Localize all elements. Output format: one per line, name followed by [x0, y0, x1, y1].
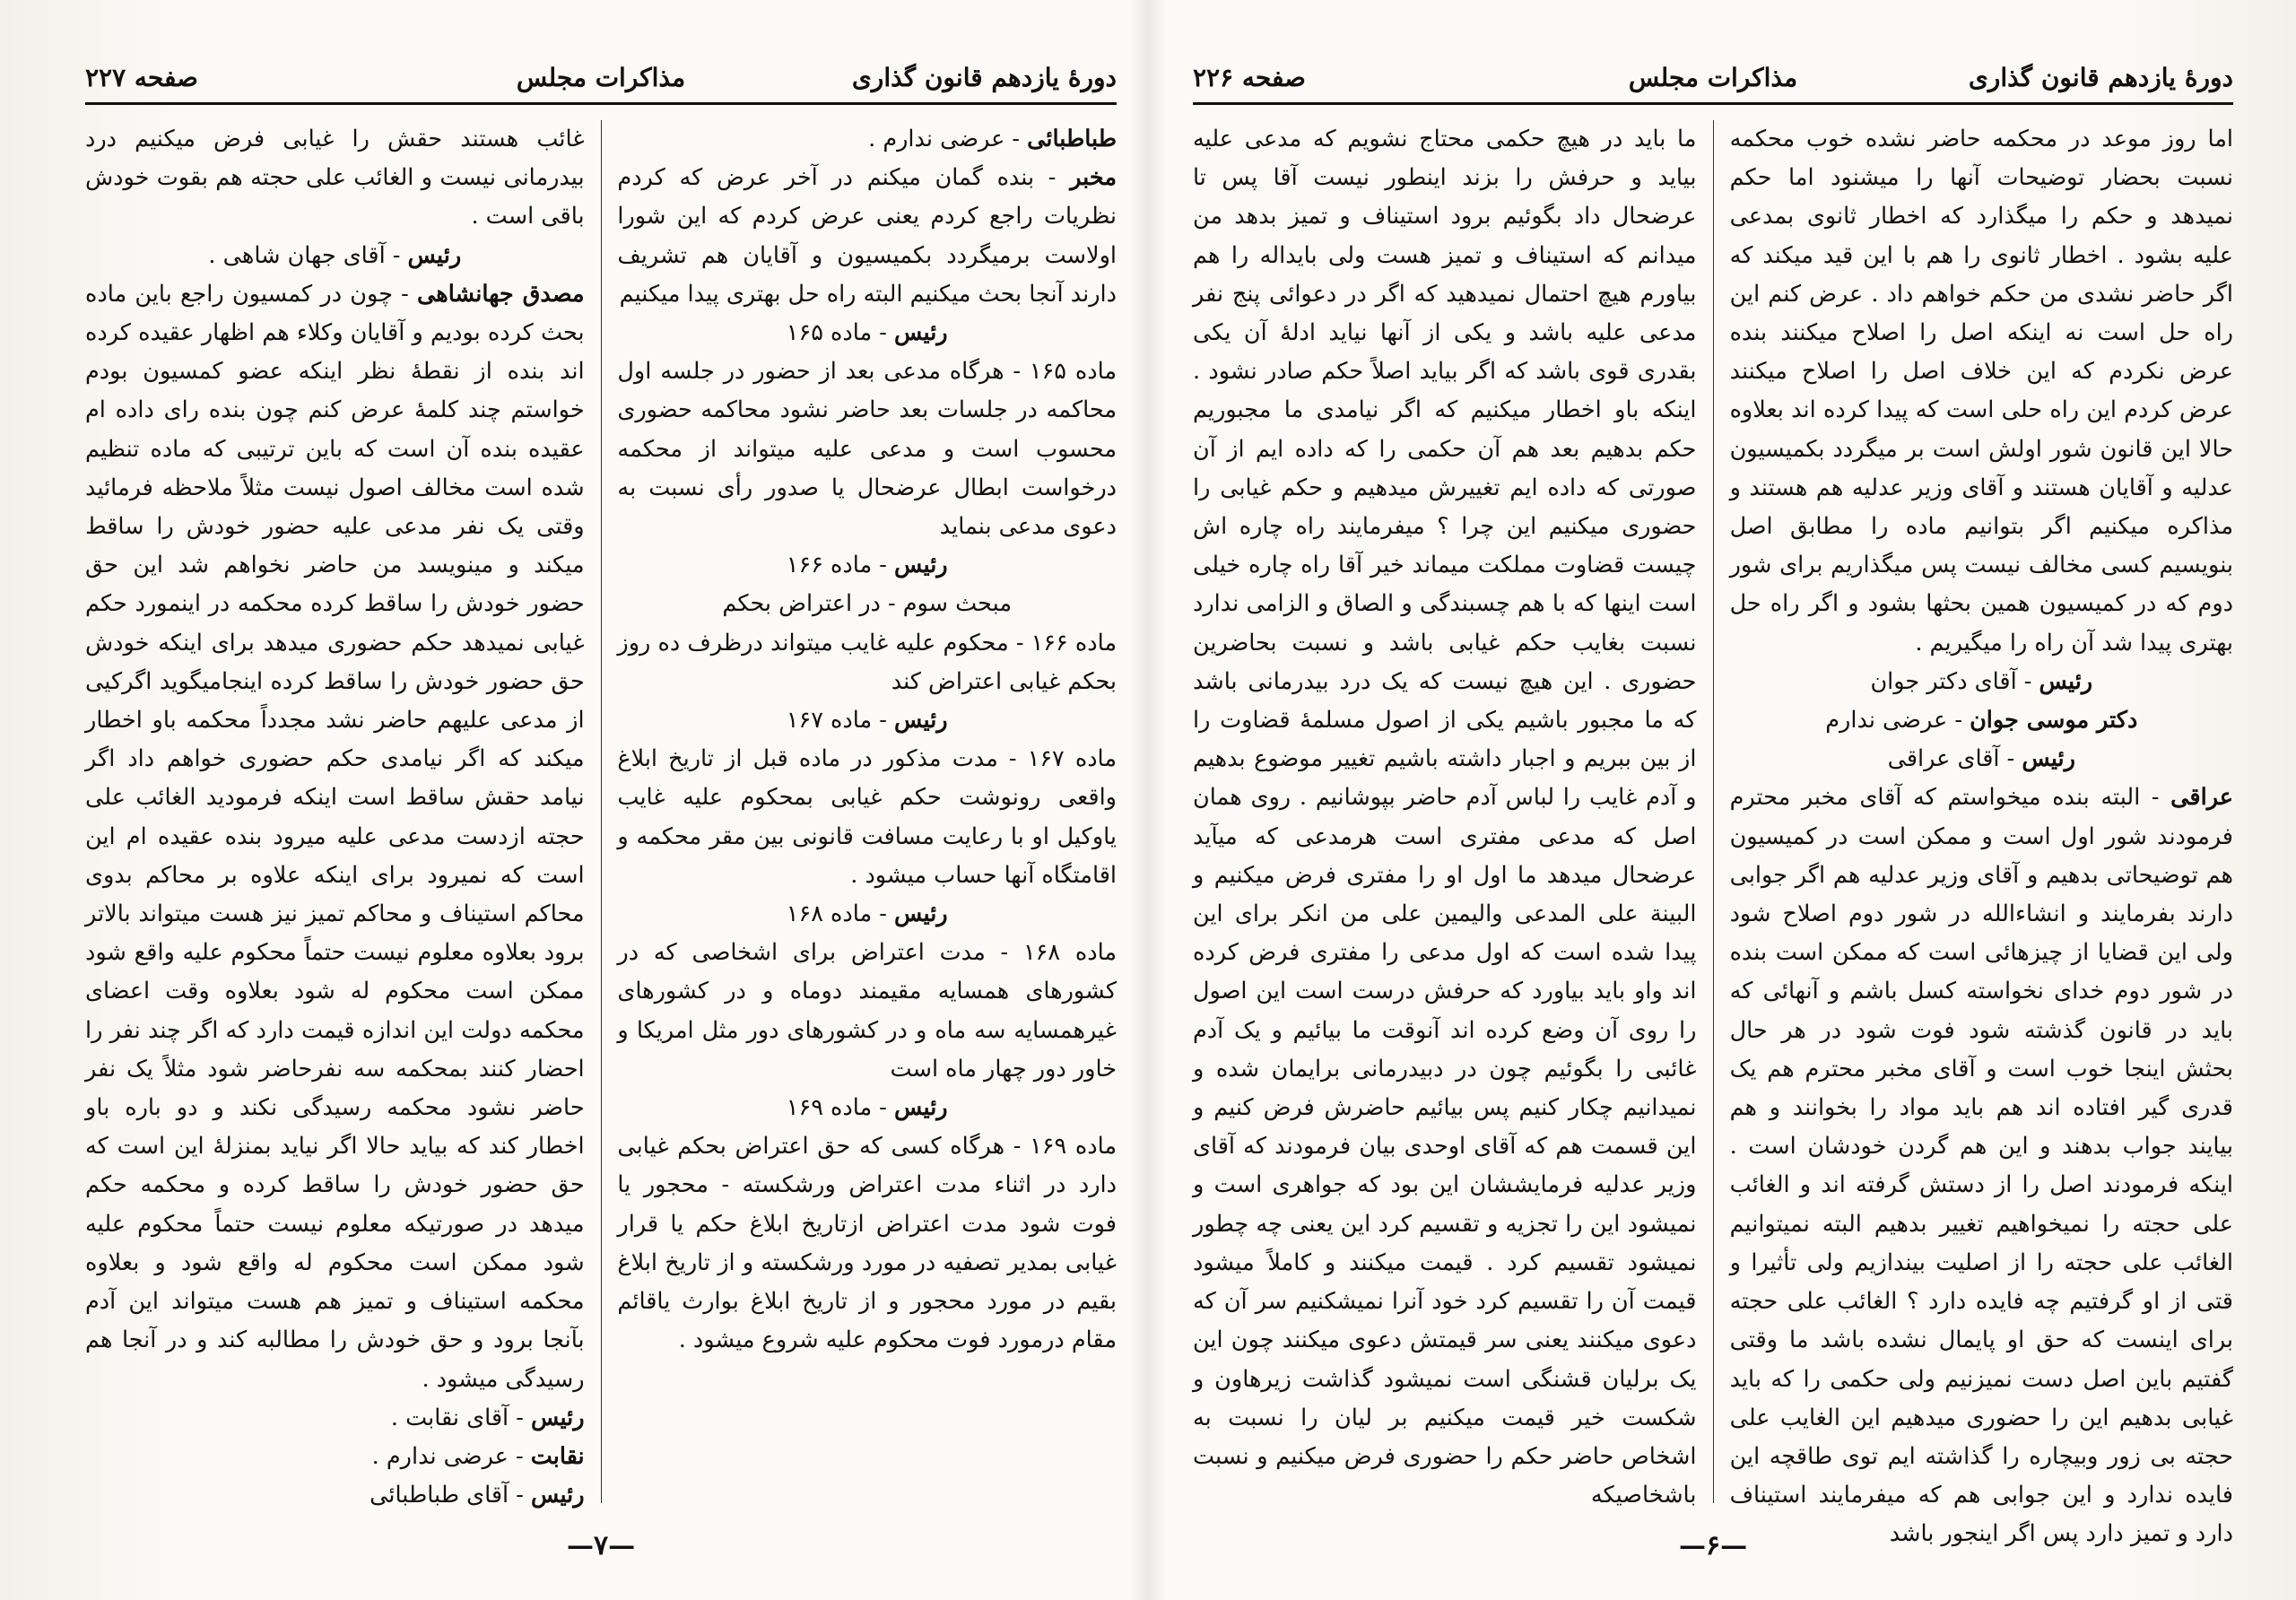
paragraph-text: ماده ۱۶۵ - هرگاه مدعی بعد از حضور در جلسه اول محاکمه در جلسات بعد حاضر نشود محاکمه حضوری محسوب است و مدعی علیه میتواند از محکمه درخواست ابطال عرضحال یا صدور رأی نسبت به دعوی مدعی بنماید	[617, 358, 1117, 541]
session-label: دورهٔ یازدهم قانون گذاری	[851, 63, 1117, 92]
speaker-name: رئیس	[2039, 667, 2093, 695]
text-paragraph	[617, 352, 1117, 546]
speaker-paragraph	[617, 314, 1117, 352]
paragraph-text: - عرضی ندارم .	[371, 1442, 524, 1470]
speaker-paragraph	[1730, 663, 2233, 701]
speaker-name: مصدق جهانشاهی	[417, 280, 585, 308]
speaker-paragraph	[85, 237, 585, 275]
paragraph-text: - ماده ۱۶۸	[786, 900, 887, 928]
text-paragraph	[617, 1127, 1117, 1360]
paragraph-text: ماده ۱۶۸ - مدت اعتراض برای اشخاصی که در کشورهای همسایه مقیمند دوماه و در کشورهای غیرهمسایه سه ماه و در کشورهای دور مثل امریکا و خاور دور چهار ماه است	[617, 939, 1117, 1083]
paragraph-text: ما باید در هیچ حکمی محتاج نشویم که مدعی علیه بیاید و حرفش را بزند اینطور نیست آقا پس تا عرضحال داد بگوئیم برود استیناف و تمیز بدهد من میدانم که استیناف و تمیز هست ولی بایداله را هم بیاورم هیچ احتمال نمیدهید که اگر در دعوائی پنج نفر مدعی علیه باشد و یکی از آنها نیاید ادلهٔ آن یکی بقدری قوی باشد که اگر بیاید اصلاً حکم صادر نشود . اینکه باو اخطار میکنیم که اگر نیامدی ما مجبوریم حکم بدهیم بعد هم آن حکمی را که داده ایم از آن صورتی که داده ایم تغییرش میدهیم و حکم غیابی را حضوری میکنیم این چرا ؟ میفرمایند راه چاره اش چیست قضاوت مملکت میماند خیر آقا راه چاره خیلی است اینها که با هم چسبندگی و الصاق و الزامی ندارد نسبت بغایب حکم غیابی باشد و نسبت بحاضرین حضوری . این هیچ نیست که یک درد بیدرمانی باشد که ما مجبور باشیم یکی از اصول مسلمهٔ قضاوت را از بین ببریم و اجبار داشته باشیم تغییر موضوع بدهیم و آدم غایب را لباس آدم حاضر بپوشانیم . روی همان اصل که مدعی مفتری است هرمدعی که میآید عرضحال میدهد ما اول او را مفتری فرض میکنیم و البینة علی المدعی والیمین علی من انکر برای این پیدا شده است که اول مدعی را مفتری فرض کرده اند واو باید بیاورد که حرفش درست است این اصول را روی آن وضع کرده اند آنوقت ما بیائیم و یک آدم غائبی را بگوئیم چون در دبیدرمانی برایمان شده و نمیدانیم چکار کنیم پس بیائیم حاضرش فرض کنیم و این قسمت هم که آقای اوحدی بیان فرمودند که آقای وزیر عدلیه فرمایششان این بود که جواهری است و نمیشود این را تجزیه و تقسیم کرد این یعنی چه چطور نمیشود تقسیم کرد . قیمت میکنند و کاملاً میشود قیمت آن را تقسیم کرد خود آنرا نمیشکنیم سر آن که دعوی میکنند یعنی سر قیمتش دعوی میکنند چون این یک برلیان قشنگی است نمیشود گذاشت زیرهاون و شکست خیر قیمت میکنیم بر لیان را نسبت به اشخاص حاضر حکم را حضوری فرض میکنیم و نسبت باشخاصیکه	[1193, 126, 1697, 1509]
text-columns	[1193, 120, 2233, 1548]
column-divider	[601, 120, 602, 1503]
speaker-paragraph	[617, 895, 1117, 934]
page-226	[1193, 50, 2233, 1566]
paragraph-text: ماده ۱۶۹ - هرگاه کسی که حق اعتراض بحکم غیابی دارد در اثناء مدت اعتراض ورشکسته - محجور یا فوت شود مدت اعتراض ازتاریخ ابلاغ حکم یا قرار غیابی بمدیر تصفیه در مورد ورشکسته و از تاریخ ابلاغ بقیم در مورد محجور و از تاریخ ابلاغ بوارث یاقائم مقام درمورد فوت محکوم علیه شروع میشود .	[617, 1133, 1117, 1354]
paragraph-text: - ماده ۱۶۹	[786, 1094, 887, 1122]
header-title: مذاکرات مجلس	[516, 63, 686, 92]
paragraph-text: - آقای نقابت .	[390, 1404, 524, 1431]
column-right	[1729, 120, 2233, 1548]
paragraph-text: - آقای طباطبائی	[370, 1482, 524, 1509]
speaker-paragraph	[85, 275, 585, 1399]
speaker-name: نقابت	[530, 1442, 585, 1470]
speaker-paragraph	[617, 546, 1117, 585]
speaker-paragraph	[85, 1476, 585, 1515]
speaker-name: رئیس	[530, 1404, 585, 1431]
page-227	[85, 50, 1117, 1566]
speaker-name: مخبر	[1070, 164, 1117, 192]
text-paragraph	[617, 585, 1117, 623]
speaker-paragraph	[85, 1438, 585, 1476]
speaker-name: رئیس	[893, 319, 948, 347]
paragraph-text: - آقای دکتر جوان	[1870, 667, 2032, 695]
paragraph-text: - بنده گمان میکنم در آخر عرض که کردم نظریات راجع کردم یعنی عرض کردم که این شورا اولاست برمیگردد بکمیسیون و آقایان هم تشریف دارند آنجا بحث میکنیم البته راه حل بهتری پیدا میکنیم	[617, 164, 1117, 308]
speaker-paragraph	[1730, 701, 2233, 740]
page-header	[85, 50, 1117, 105]
paragraph-text: - چون در کمسیون راجع باین ماده بحث کرده بودیم و آقایان وکلاء هم اظهار عقیده کرده اند بنده از نقطهٔ نظر اینکه عضو کمسیون بودم خواستم چند کلمهٔ عرض کنم چون بنده رای داده ام عقیده بنده آن است که باین ترتیبی که ماده تنظیم شده است مخالف اصول نیست مثلاً ملاحظه فرمائید وقتی یک نفر مدعی علیه حضور خودش را ساقط میکند و مینویسد من حاضر نخواهم شد این حق حضور خودش را ساقط کرده محکمه در اینمورد حکم غیابی نمیدهد حکم حضوری میدهد برای اینکه خودش حق حضور خودش را ساقط کرده اینجامیگوید اگرکیی از مدعی علیهم حاضر نشد مجدداً محکمه باو اخطار میکند که اگر نیامدی حکم حضوری خواهم داد اگر نیامد حقش ساقط است اینکه فرمودید الغائب علی حجته ازدست مدعی علیه میرود بنده عقیده ام این است که نمیرود برای اینکه علاوه بر محاکم بدوی محاکم استیناف و محاکم تمیز نیز هست میتواند بالاتر برود بعلاوه معلوم نیست حتماً محکوم علیه واقع شود ممکن است محکوم له شود بعلاوه وقت اعضای محکمه دولت این اندازه قیمت دارد که اگر چند نفر را احضار کنند بمحکمه سه نفرحاضر شود مثلاً یک نفر حاضر نشود محکمه رسیدگی نکند و دو باره باو اخطار کند که بیاید حالا اگر نیاید بمنزلهٔ این است که حق حضور خودش را ساقط کرده و محکمه حکم میدهد در صورتیکه معلوم نیست حتماً محکوم علیه شود ممکن است محکوم له واقع شود و بعلاوه محکمه استیناف و تمیز هم هست میتواند این آدم بآنجا برود و حق خودش را مطالبه کند و در آنجا هم رسیدگی میشود .	[85, 280, 585, 1393]
speaker-paragraph	[617, 120, 1117, 159]
speaker-paragraph	[617, 1089, 1117, 1127]
column-right	[617, 120, 1117, 1503]
text-columns	[85, 120, 1118, 1509]
speaker-name: رئیس	[2022, 745, 2075, 773]
speaker-paragraph	[617, 701, 1117, 740]
speaker-name: رئیس	[530, 1482, 585, 1509]
speaker-name: رئیس	[893, 1094, 948, 1122]
folio: —۷—	[566, 1530, 636, 1561]
paragraph-text: غائب هستند حقش را غیابی فرض میکنیم درد بیدرمانی نیست و الغائب علی حجته هم بقوت خودش باقی است .	[85, 126, 585, 230]
paragraph-text: اما روز موعد در محکمه حاضر نشده خوب محکمه نسبت بحضار توضیحات آنها را میشنود اما حکم نمیدهد و حکم را میگذارد که اخطار ثانوی بمدعی علیه بشود . اخطار ثانوی را هم با این قید میکند که اگر حاضر نشدی من حکم خواهم داد . عرض کنم این راه حل است نه اینکه اصل را اصلاح میکنند بنده عرض نکردم که این خلاف اصل را اصلاح میکنند عرض کردم این راه حلی است که پیدا کرده اند بعلاوه حالا این قانون شور اولش است بر میگردد بکمیسیون عدلیه و آقایان هستند و آقای وزیر عدلیه هم هستند و مذاکره میکنیم اگر بتوانیم ماده را مطابق اصل بنویسیم کسی مخالف نیست پس میگذاریم برای شور دوم که در کمیسیون همین بحثها بشود و اگر راه حل بهتری پیدا شد آن راه را میگیریم .	[1729, 126, 2233, 657]
header-title: مذاکرات مجلس	[1628, 63, 1798, 92]
page-header	[1193, 50, 2233, 105]
speaker-name: رئیس	[893, 552, 948, 579]
column-divider	[1713, 120, 1714, 1503]
paragraph-text: - عرضی ندارم	[1825, 707, 1962, 735]
text-paragraph	[617, 934, 1117, 1089]
speaker-name: رئیس	[407, 241, 462, 269]
speaker-name: عراقی	[2170, 784, 2233, 812]
text-paragraph	[617, 624, 1117, 701]
column-left	[85, 120, 585, 1509]
book-gutter	[1130, 0, 1166, 1600]
speaker-name: رئیس	[893, 900, 948, 928]
text-paragraph	[1730, 120, 2233, 663]
paragraph-text: - آقای جهان شاهی .	[208, 241, 401, 269]
speaker-name: رئیس	[893, 707, 948, 735]
text-paragraph	[1193, 120, 1696, 1515]
speaker-name: دکتر موسی جوان	[1970, 707, 2138, 735]
paragraph-text: - آقای عراقی	[1887, 745, 2015, 773]
speaker-paragraph	[1730, 740, 2233, 778]
speaker-paragraph	[85, 1399, 585, 1438]
page-number: صفحه ۲۲۶	[1193, 63, 1306, 92]
paragraph-text: مبحث سوم - در اعتراض بحکم	[722, 590, 1012, 618]
speaker-paragraph	[1730, 778, 2233, 1553]
session-label: دورهٔ یازدهم قانون گذاری	[1968, 63, 2233, 92]
column-left	[1193, 120, 1697, 1509]
speaker-paragraph	[617, 159, 1117, 314]
paragraph-text: - ماده ۱۶۶	[786, 552, 887, 579]
text-paragraph	[617, 740, 1117, 895]
paragraph-text: - ماده ۱۶۷	[786, 707, 887, 735]
page-number: صفحه ۲۲۷	[85, 63, 198, 92]
paragraph-text: ماده ۱۶۷ - مدت مذکور در ماده قبل از تاریخ ابلاغ واقعی رونوشت حکم غیابی بمحکوم علیه غایب یاوکیل او با رعایت مسافت قانونی بین مقر محکمه و اقامتگاه آنها حساب میشود .	[617, 745, 1117, 889]
speaker-name: طباطبائی	[1027, 126, 1117, 152]
paragraph-text: - ماده ۱۶۵	[786, 319, 887, 347]
paragraph-text: - البته بنده میخواستم که آقای مخبر محترم فرمودند شور اول است و ممکن است در کمیسیون هم توضیحاتی بدهیم و آقای وزیر عدلیه هم اگر جوابی دارند بفرمایند و انشاءالله در شور دوم اصلاح شود ولی این قضایا از چیزهائی است که ممکن است بنده در شور دوم خدای نخواسته کسل باشم و آنهائی که باید در قانون گذشته شود فوت شود در هر حال بحثش اینجا خوب است و آقای مخبر محترم هم یک قدری گیر افتاده اند هم باید مواد را بخوانند و هم بیایند جواب بدهند و این هم گردن خودشان است . اینکه فرمودند اصل را از دستش گرفته اند و الغائب علی حجته را نمیخواهیم تغییر بدهیم البته نمیتوانیم الغائب علی حجته را از اصلیت بیندازیم ولی تأثیرا و قتی از او گرفتیم چه فایده دارد ؟ الغائب علی حجته برای اینست که حق او پایمال نشده باشد ما وقتی گفتیم باین اصل دست نمیزنیم ولی حکمی را که باید غیابی بدهیم این را حضوری میدهیم این الغایب علی حجته بی زور وبیچاره را گذاشته ایم توی طاقچه این فایده ندارد و این جوابی هم که میفرمایند استیناف دارد و تمیز دارد پس اگر اینجور باشد	[1729, 784, 2233, 1548]
paragraph-text: - عرضی ندارم .	[868, 126, 1021, 152]
paragraph-text: ماده ۱۶۶ - محکوم علیه غایب میتواند درظرف ده روز بحکم غیابی اعتراض کند	[617, 629, 1118, 695]
text-paragraph	[85, 120, 585, 237]
folio: —۶—	[1678, 1530, 1748, 1561]
